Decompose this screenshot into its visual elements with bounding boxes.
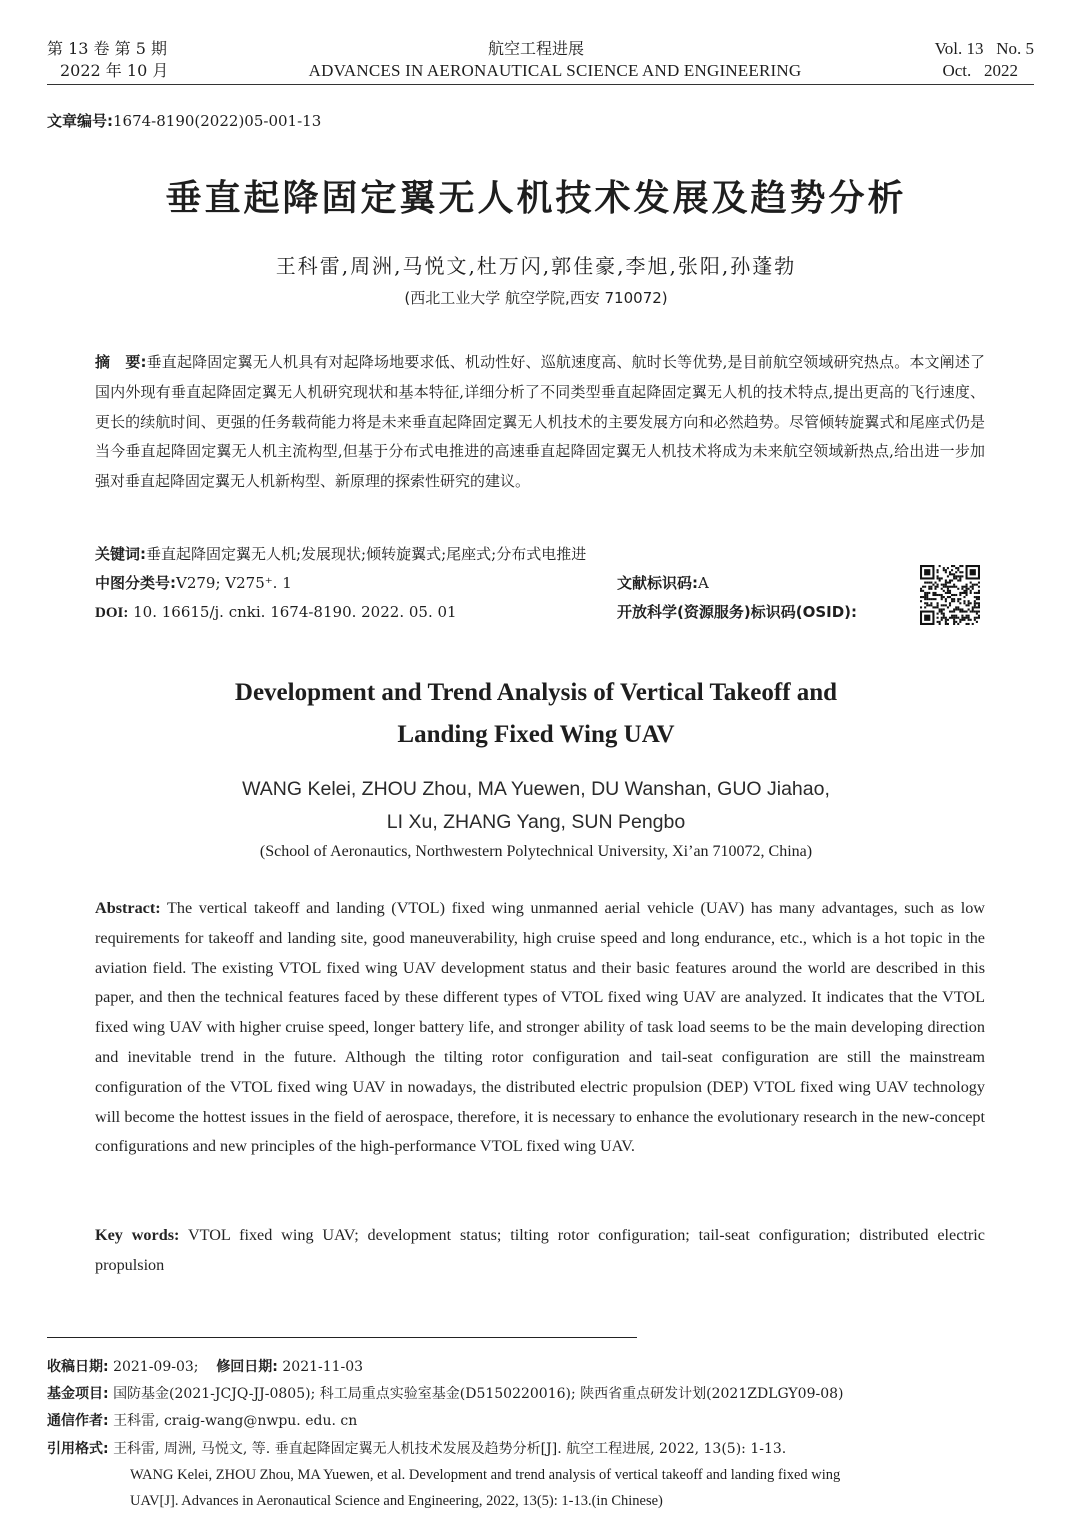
authors-en-line2: LI Xu, ZHANG Yang, SUN Pengbo — [386, 811, 686, 833]
osid-label — [617, 598, 857, 626]
authors-cn: 王科雷,周洲,马悦文,杜万闪,郭佳豪,李旭,张阳,孙蓬勃 — [275, 254, 797, 278]
abstract-cn-text: 垂直起降固定翼无人机具有对起降场地要求低、机动性好、巡航速度高、航时长等优势,是目前航空领域研究热点。本文阐述了国内外现有垂直起降固定翼无人机研究现状和基本特征,详细分析了不同类型垂直起降固定翼无人机的技术特点,提出更高的飞行速度、更长的续航时间、更强的任务载荷能力将是未来垂直起降固定翼无人机技术的主要发展方向和必然趋势。尽管倾转旋翼式和尾座式仍是当今垂直起降固定翼无人机主流构型,但基于分布式电推进的高速垂直起降固定翼无人机技术将成为未来航空领域新热点,给出进一步加强对垂直起降固定翼无人机新构型、新原理的探索性研究的建议。 — [95, 353, 985, 491]
keywords-en-label: Key words: — [95, 1226, 180, 1244]
abstract-en-label: Abstract: — [95, 899, 161, 917]
header-vol-no: Vol. 13 No. 5 — [934, 39, 1034, 58]
footnote-rule — [47, 1337, 637, 1338]
fund-text: 国防基金(2021-JCJQ-JJ-0805); 科工局重点实验室基金(D5150220016); 陕西省重点研发计划(2021ZDLGY09-08) — [113, 1386, 844, 1402]
header-journal-en: ADVANCES IN AERONAUTICAL SCIENCE AND ENGINEERING — [308, 61, 802, 80]
revised-date: 2021-11-03 — [282, 1359, 364, 1375]
fund-label: 基金项目: — [47, 1386, 109, 1402]
authors-en-line1: WANG Kelei, ZHOU Zhou, MA Yuewen, DU Wanshan, GUO Jiahao, — [242, 778, 830, 800]
citation-cn: 王科雷, 周洲, 马悦文, 等. 垂直起降固定翼无人机技术发展及趋势分析[J]. 航空工程进展, 2022, 13(5): 1-13. — [113, 1441, 787, 1457]
received-date: 2021-09-03; — [113, 1359, 199, 1375]
footnote-citation — [47, 1436, 1037, 1514]
document-code-value: A — [698, 574, 709, 592]
clc-number — [95, 569, 292, 597]
citation-en-line1: WANG Kelei, ZHOU Zhou, MA Yuewen, et al. Development and trend analysis of vertical takeoff and landing fixed wing — [130, 1467, 841, 1483]
paper-title-cn: 垂直起降固定翼无人机技术发展及趋势分析 — [165, 178, 907, 219]
keywords-cn — [95, 540, 586, 568]
article-number — [47, 110, 321, 131]
document-code-label: 文献标识码: — [617, 574, 698, 592]
abstract-cn — [95, 348, 985, 497]
revised-label: 修回日期: — [216, 1359, 278, 1375]
authors-en — [0, 773, 1072, 839]
document-code — [617, 569, 709, 597]
corresponding-text: 王科雷, craig-wang@nwpu. edu. cn — [113, 1413, 358, 1429]
header-rule — [47, 84, 1034, 85]
article-number-value: 1674-8190(2022)05-001-13 — [113, 112, 322, 130]
footnote-corresponding — [47, 1408, 1037, 1434]
received-label: 收稿日期: — [47, 1359, 109, 1375]
affiliation-cn: (西北工业大学 航空学院,西安 710072) — [404, 289, 668, 307]
paper-title-en — [0, 672, 1072, 756]
keywords-cn-text: 垂直起降固定翼无人机;发展现状;倾转旋翼式;尾座式;分布式电推进 — [146, 545, 587, 563]
article-number-label: 文章编号: — [47, 112, 113, 130]
qr-code-icon[interactable] — [920, 565, 980, 625]
abstract-en-text: The vertical takeoff and landing (VTOL) fixed wing unmanned aerial vehicle (UAV) has many advantages, such as low requirements for takeoff and landing site, good maneuverability, high cruise speed and long endurance, etc., which is a hot topic in the aviation field. The existing VTOL fixed wing UAV development status and their basic features around the world are described in this paper, and then the technical features faced by these different types of VTOL fixed wing UAV are analyzed. It indicates that the VTOL fixed wing UAV with higher cruise speed, longer battery life, and stronger ability of task load seems to be the main developing direction and inevitable trend in the future. Although the tilting rotor configuration and tail-seat configuration are still the mainstream configuration of the VTOL fixed wing UAV in nowadays, the distributed electric propulsion (DEP) VTOL fixed wing UAV technology will become the hottest issues in the field of aerospace, therefore, it is necessary to enhance the evolutionary research in the new-concept configurations and new principles of the high-performance VTOL fixed wing UAV. — [95, 899, 985, 1156]
affiliation-en: (School of Aeronautics, Northwestern Polytechnical University, Xi’an 710072, China) — [259, 843, 813, 860]
header-volume: 第 13 卷 第 5 期 — [47, 39, 167, 58]
citation-en-line2: UAV[J]. Advances in Aeronautical Science and Engineering, 2022, 13(5): 1-13.(in Chinese) — [130, 1493, 663, 1509]
keywords-cn-label: 关键词: — [95, 545, 146, 563]
keywords-en — [95, 1221, 985, 1281]
doi-label: DOI: — [95, 605, 129, 621]
header-journal-cn: 航空工程进展 — [487, 39, 584, 58]
header-month-year: Oct. 2022 — [942, 61, 1018, 80]
doi-value: 10. 16615/j. cnki. 1674-8190. 2022. 05. 01 — [133, 603, 457, 621]
footnote-dates — [47, 1354, 1037, 1380]
abstract-en — [95, 894, 985, 1162]
clc-label: 中图分类号: — [95, 574, 176, 592]
doi — [95, 598, 457, 627]
citation-label: 引用格式: — [47, 1441, 109, 1457]
clc-value: V279; V275⁺. 1 — [176, 574, 292, 592]
keywords-en-text: VTOL fixed wing UAV; development status; tilting rotor configuration; tail-seat configuration; distributed electric propulsion — [95, 1226, 985, 1274]
footnote-fund — [47, 1381, 1037, 1407]
abstract-cn-label: 摘 要: — [95, 353, 147, 371]
osid-label-text: 开放科学(资源服务)标识码(OSID): — [617, 603, 858, 621]
paper-title-en-line2: Landing Fixed Wing UAV — [397, 721, 675, 748]
paper-title-en-line1: Development and Trend Analysis of Vertical Takeoff and — [234, 679, 838, 706]
corresponding-label: 通信作者: — [47, 1413, 109, 1429]
header-date: 2022 年 10 月 — [60, 61, 169, 80]
